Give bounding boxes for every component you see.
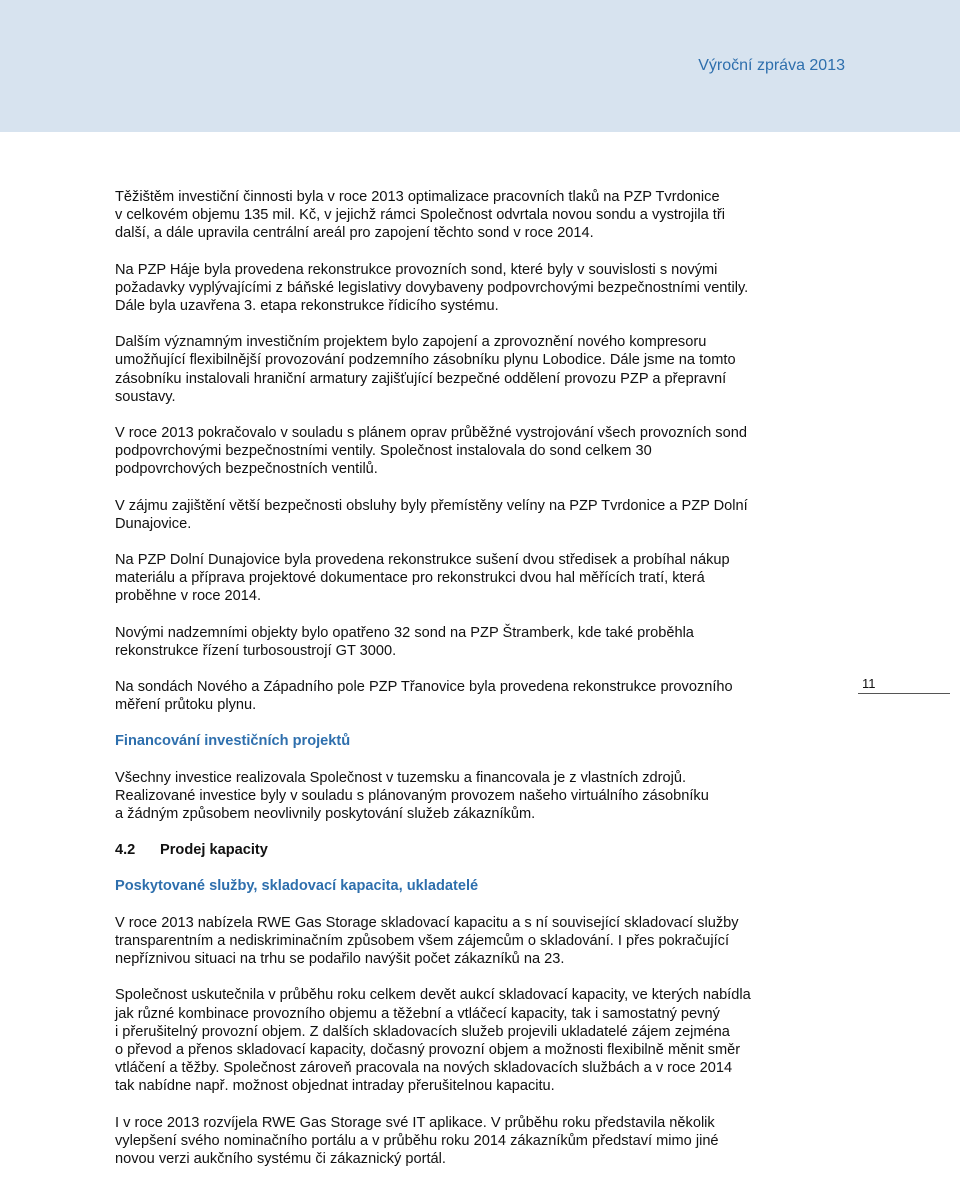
text-line: Na sondách Nového a Západního pole PZP Třanovice byla provedena rekonstrukce provozního (115, 679, 733, 696)
text-line: proběhne v roce 2014. (115, 588, 262, 605)
text-line: Společnost uskutečnila v průběhu roku celkem devět aukcí skladovací kapacity, ve kterých nabídla (115, 987, 751, 1004)
text-line: soustavy. (115, 388, 176, 405)
paragraph (115, 497, 835, 533)
main-content (115, 188, 835, 1186)
text-line: novou verzi aukčního systému či zákaznický portál. (115, 1150, 446, 1167)
financing-paragraph (115, 769, 835, 824)
text-line: podpovrchových bezpečnostních ventilů. (115, 461, 378, 478)
paragraph (115, 424, 835, 479)
financing-heading: Financování investičních projektů (115, 733, 351, 750)
text-line: zásobníku instalovali hraniční armatury zajišťující bezpečné oddělení provozu PZP a přepravní (115, 370, 727, 387)
text-line: nepříznivou situaci na trhu se podařilo navýšit počet zákazníků na 23. (115, 951, 565, 968)
text-line: Těžištěm investiční činnosti byla v roce 2013 optimalizace pracovních tlaků na PZP Tvrdonice (115, 189, 720, 205)
paragraph (115, 678, 835, 714)
services-heading: Poskytované služby, skladovací kapacita, ukladatelé (115, 878, 479, 895)
paragraph (115, 914, 835, 969)
text-line: umožňující flexibilnější provozování podzemního zásobníku plynu Lobodice. Dále jsme na tomto (115, 352, 736, 369)
paragraph (115, 1114, 835, 1169)
investment-text (115, 188, 835, 714)
text-line: V zájmu zajištění větší bezpečnosti obsluhy byly přemístěny velíny na PZP Tvrdonice a PZP Dolní (115, 497, 748, 514)
paragraph (115, 551, 835, 606)
text-line: materiálu a příprava projektové dokumentace pro rekonstrukci dvou hal měřících tratí, která (115, 570, 705, 587)
text-line: Na PZP Háje byla provedena rekonstrukce provozních sond, které byly v souvislosti s novými (115, 261, 718, 278)
text-line: Na PZP Dolní Dunajovice byla provedena rekonstrukce sušení dvou středisek a probíhal nákup (115, 552, 730, 569)
text-line: požadavky vyplývajícími z báňské legislativy dovybaveny podpovrchovými bezpečnostními ventily. (115, 279, 749, 296)
text-line: rekonstrukce řízení turbosoustrojí GT 3000. (115, 642, 397, 659)
services-text (115, 914, 835, 1168)
text-line: Realizované investice byly v souladu s plánovaným provozem našeho virtuálního zásobníku (115, 787, 709, 804)
text-line: I v roce 2013 rozvíjela RWE Gas Storage své IT aplikace. V průběhu roku představila několik (115, 1114, 715, 1131)
text-line: v celkovém objemu 135 mil. Kč, v jejichž rámci Společnost odvrtala novou sondu a vystrojila tři (115, 207, 725, 224)
text-line: Všechny investice realizovala Společnost v tuzemsku a financovala je z vlastních zdrojů. (115, 769, 687, 786)
paragraph (115, 261, 835, 316)
text-line: jak různé kombinace provozního objemu a těžební a vtláčecí kapacity, tak i samostatný pevný (115, 1005, 720, 1022)
text-line: V roce 2013 pokračovalo v souladu s plánem oprav průběžné vystrojování všech provozních sond (115, 425, 747, 442)
page-number: 11 (862, 676, 876, 691)
section-number: 4.2 (115, 842, 136, 859)
text-line: měření průtoku plynu. (115, 697, 257, 714)
paragraph (115, 188, 835, 243)
text-line: další, a dále upravila centrální areál pro zapojení těchto sond v roce 2014. (115, 225, 594, 242)
paragraph (115, 333, 835, 406)
header-band (0, 0, 960, 132)
section-title: Prodej kapacity (160, 842, 268, 859)
text-line: i přerušitelný provozní objem. Z dalších skladovacích služeb projevili ukladatelé zájem zejména (115, 1023, 730, 1040)
document-title: Výroční zpráva 2013 (698, 57, 845, 74)
text-line: vtláčení a těžby. Společnost zároveň pracovala na nových skladovacích službách a v roce 2014 (115, 1060, 733, 1077)
text-line: tak nabídne např. možnost objednat intraday přerušitelnou kapacitu. (115, 1078, 555, 1095)
text-line: a žádným způsobem neovlivnily poskytování služeb zákazníkům. (115, 806, 536, 823)
text-line: vylepšení svého nominačního portálu a v průběhu roku 2014 zákazníkům představí mimo jiné (115, 1132, 719, 1149)
text-line: Dalším významným investičním projektem bylo zapojení a zprovoznění nového kompresoru (115, 334, 707, 351)
paragraph (115, 624, 835, 660)
text-line: Dále byla uzavřena 3. etapa rekonstrukce řídicího systému. (115, 298, 499, 315)
text-line: transparentním a nediskriminačním způsobem všem zájemcům o skladování. I přes pokračující (115, 932, 730, 949)
text-line: Novými nadzemními objekty bylo opatřeno 32 sond na PZP Štramberk, kde také proběhla (115, 624, 694, 641)
text-line: Dunajovice. (115, 515, 192, 532)
paragraph (115, 986, 835, 1095)
text-line: o převod a přenos skladovací kapacity, dočasný provozní objem a možnosti flexibilně měnit směr (115, 1041, 741, 1058)
text-line: V roce 2013 nabízela RWE Gas Storage skladovací kapacitu a s ní související skladovací služby (115, 914, 739, 931)
section-heading (115, 841, 835, 859)
text-line: podpovrchovými bezpečnostními ventily. Společnost instalovala do sond celkem 30 (115, 443, 652, 460)
page-number-rule (858, 693, 950, 694)
